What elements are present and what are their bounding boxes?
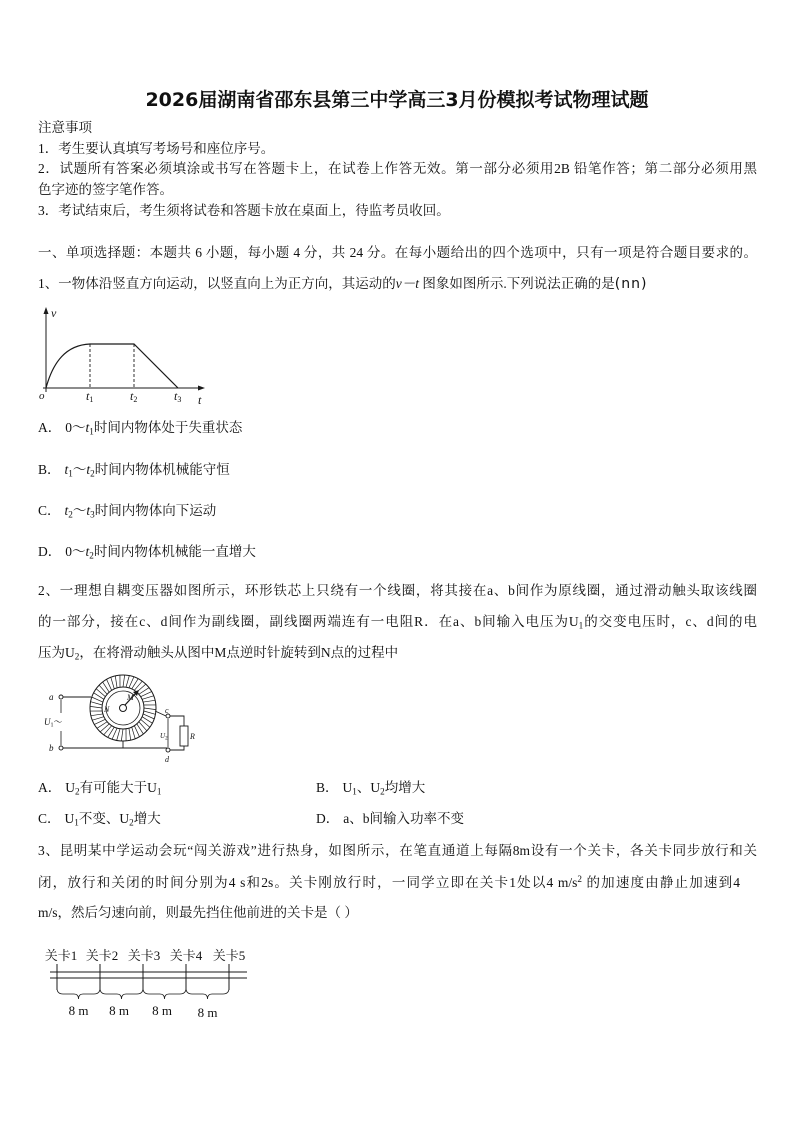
tick-var: t (130, 389, 134, 403)
terminal-b (59, 746, 63, 750)
option-text: 均增大 (384, 780, 426, 795)
math-variable: t (64, 462, 69, 477)
tick-sub: 3 (177, 395, 182, 404)
terminal-a (59, 695, 63, 699)
coil-turn (91, 702, 103, 705)
tick-label-t3 (174, 389, 181, 404)
option-text: a、b间输入功率不变 (343, 811, 464, 826)
math-variable: U (64, 811, 75, 826)
option-label: C． (38, 811, 61, 826)
subscript: 1 (578, 620, 584, 631)
coil-turn (144, 708, 156, 710)
notice-item-2-line-2: 色字迹的签字笔作答。 (38, 182, 173, 197)
terminal-d-label: d (165, 755, 169, 764)
stem-text: 的一部分，接在c、d间作为副线圈，副线圈两端连有一电阻R．在a、b间输入电压为U (38, 614, 579, 629)
option-text: 、 (356, 780, 371, 795)
resistor-r (180, 726, 188, 746)
subscript: 2 (74, 651, 80, 662)
v-axis-label: v (51, 306, 57, 320)
option-text: 0～ (65, 544, 86, 559)
coil-turn (143, 700, 155, 702)
option-label: D． (316, 811, 340, 826)
distance-brace-1 (57, 988, 100, 999)
resistor-label: R (190, 732, 195, 741)
subscript: 2 (90, 468, 95, 479)
origin-label: o (39, 390, 45, 402)
option-label: B． (38, 462, 61, 477)
coil-turn (123, 675, 125, 687)
q1-vt-graph (34, 302, 212, 410)
q1-stem-text: 1、一物体沿竖直方向运动，以竖直向上为正方向，其运动的 (38, 276, 396, 291)
gate-label-3: 关卡3 (127, 948, 161, 963)
u2-var: U (160, 732, 166, 740)
math-variable: U (119, 811, 130, 826)
option-text: 不变、 (78, 811, 120, 826)
v-axis-arrow (44, 307, 49, 314)
math-variable: U (370, 780, 381, 795)
q3-stem-line-2 (38, 873, 740, 893)
page-title: 2026届湖南省邵东县第三中学高三3月份模拟考试物理试题 (145, 89, 649, 111)
q3-stem-line-1: 3、昆明某中学运动会玩“闯关游戏”进行热身，如图所示，在笔直通道上每隔8m设有一个关卡，各关卡同步放行和关 (38, 843, 757, 858)
u1-sub: 1 (50, 722, 54, 729)
stem-text: 闭，放行和关闭的时间分别为4 s和2s。关卡刚放行时，一同学立即在关卡1处以4 m/s (38, 875, 578, 890)
terminal-c-label: c (165, 706, 169, 715)
q1-option-b (38, 460, 757, 480)
gate-label-1: 关卡1 (44, 948, 78, 963)
gate-label-5: 关卡5 (212, 948, 246, 963)
u2-sub: 2 (165, 736, 168, 742)
distance-label-1: 8 m (68, 1003, 89, 1018)
stem-text: 压为U (38, 645, 75, 660)
distance-label-4: 8 m (197, 1005, 218, 1020)
subscript: 2 (89, 550, 94, 561)
wire-resistor-top (170, 716, 184, 726)
superscript: 2 (577, 873, 582, 884)
math-variable: U (147, 780, 157, 795)
subscript: 1 (156, 786, 162, 797)
coil-turn (117, 729, 120, 741)
notice-heading: 注意事项 (38, 120, 92, 135)
point-m-label: M (127, 693, 134, 702)
option-text: 时间内物体处于失重状态 (93, 420, 243, 435)
t-axis-arrow (198, 386, 205, 391)
option-text: 时间内物体机械能一直增大 (93, 544, 256, 559)
option-label: A． (38, 420, 62, 435)
subscript: 2 (380, 786, 385, 797)
coil-turn (129, 728, 131, 740)
q2-stem-line-1: 2、一理想自耦变压器如图所示，环形铁芯上只绕有一个线圈，将其接在a、b间作为原线圈，通过滑动触头取该线圈 (38, 583, 757, 598)
subscript: 1 (68, 468, 73, 479)
q2-option-c (38, 809, 308, 829)
coil-turn (115, 676, 117, 688)
notice-item-2-line-1: 2．试题所有答案必须填涂或书写在答题卡上，在试卷上作答无效。第一部分必须用2B 铅笔作答；第二部分必须用黑 (38, 161, 757, 176)
option-text: ～ (72, 462, 87, 477)
q2-transformer-diagram (38, 676, 203, 770)
option-label: D． (38, 544, 62, 559)
coil-turn (132, 727, 135, 739)
option-text: ～ (72, 503, 87, 518)
q1-stem (38, 274, 757, 294)
math-variable: U (65, 780, 75, 795)
coil-turn (92, 717, 104, 720)
q3-stem-line-3: m/s，然后匀速向前，则最先挡住他前进的关卡是（ ） (38, 905, 358, 920)
option-label: A． (38, 780, 62, 795)
tick-label-t1 (86, 389, 93, 404)
coil-turn (91, 714, 103, 716)
vt-curve (46, 344, 178, 388)
option-label: B． (316, 780, 339, 795)
option-text: 时间内物体向下运动 (94, 503, 217, 518)
subscript: 2 (75, 786, 80, 797)
q2-option-a (38, 778, 308, 798)
terminal-b-label: b (49, 743, 54, 753)
q1-answer-paren: (nn) (614, 276, 648, 292)
option-text: 有可能大于 (79, 780, 148, 795)
coil-turn (90, 706, 102, 708)
section-heading: 一、单项选择题：本题共 6 小题，每小题 4 分，共 24 分。在每小题给出的四个选项中，只有一项是符合题目要求的。 (38, 245, 757, 260)
notice-item-1: 1．考生要认真填写考场号和座位序号。 (38, 141, 275, 156)
stem-text: ，在将滑动触头从图中M点逆时针旋转到N点的过程中 (79, 645, 399, 660)
gate-label-4: 关卡4 (169, 948, 203, 963)
tick-var: t (86, 389, 90, 403)
q2-stem-line-3 (38, 643, 757, 663)
tick-sub: 1 (89, 395, 94, 404)
stem-text: 的加速度由静止加速到4 (581, 875, 740, 890)
gate-label-2: 关卡2 (85, 948, 119, 963)
subscript: 3 (90, 509, 95, 520)
subscript: 1 (89, 426, 94, 437)
point-n-label: N (104, 705, 110, 714)
tick-label-t2 (130, 389, 137, 404)
option-label: C． (38, 503, 61, 518)
coil-turn (144, 711, 156, 714)
coil-turn (111, 677, 114, 689)
option-text: 0～ (65, 420, 86, 435)
q3-gates-diagram (38, 942, 253, 1022)
distance-label-3: 8 m (152, 1003, 172, 1018)
math-variable: t (85, 544, 90, 559)
terminal-d (166, 748, 170, 752)
tick-sub: 2 (133, 395, 138, 404)
distance-brace-2 (100, 988, 143, 999)
math-variable: t (86, 503, 91, 518)
t-axis-label: t (198, 393, 202, 407)
core-hole (106, 691, 140, 725)
subscript: 2 (129, 817, 134, 828)
u1-var: U (44, 717, 51, 727)
q1-stem-text-end: 图象如图所示.下列说法正确的是 (419, 276, 615, 291)
distance-brace-4 (186, 988, 229, 999)
notice-item-3: 3．考试结束后，考生须将试卷和答题卡放在桌面上，待监考员收回。 (38, 203, 450, 218)
q2-option-b (316, 778, 756, 798)
option-text: 增大 (133, 811, 161, 826)
q1-option-d (38, 542, 757, 562)
math-variable: t (86, 462, 91, 477)
coil-turn (126, 676, 129, 688)
coil-turn (142, 696, 154, 699)
math-variable: t (85, 420, 90, 435)
tick-var: t (174, 389, 178, 403)
distance-brace-3 (143, 988, 186, 999)
u1-label (44, 717, 63, 729)
terminal-a-label: a (49, 692, 54, 702)
subscript: 2 (68, 509, 73, 520)
math-variable: U (342, 780, 353, 795)
math-variable: t (64, 503, 69, 518)
subscript: 1 (74, 817, 79, 828)
option-text: 时间内物体机械能守恒 (94, 462, 230, 477)
q1-stem-math: v－t (395, 276, 419, 291)
stem-text: 的交变电压时，c、d间的电 (583, 614, 757, 629)
q2-option-d (316, 809, 756, 829)
subscript: 1 (352, 786, 357, 797)
ac-symbol: ～ (53, 717, 63, 727)
q2-stem-line-2 (38, 612, 757, 632)
q1-option-c (38, 501, 757, 521)
wire-resistor-bottom (170, 746, 184, 750)
distance-label-2: 8 m (109, 1003, 129, 1018)
u2-label (160, 732, 168, 742)
coil-turn (121, 729, 123, 741)
q1-option-a (38, 418, 757, 438)
slider-pivot (120, 705, 127, 712)
